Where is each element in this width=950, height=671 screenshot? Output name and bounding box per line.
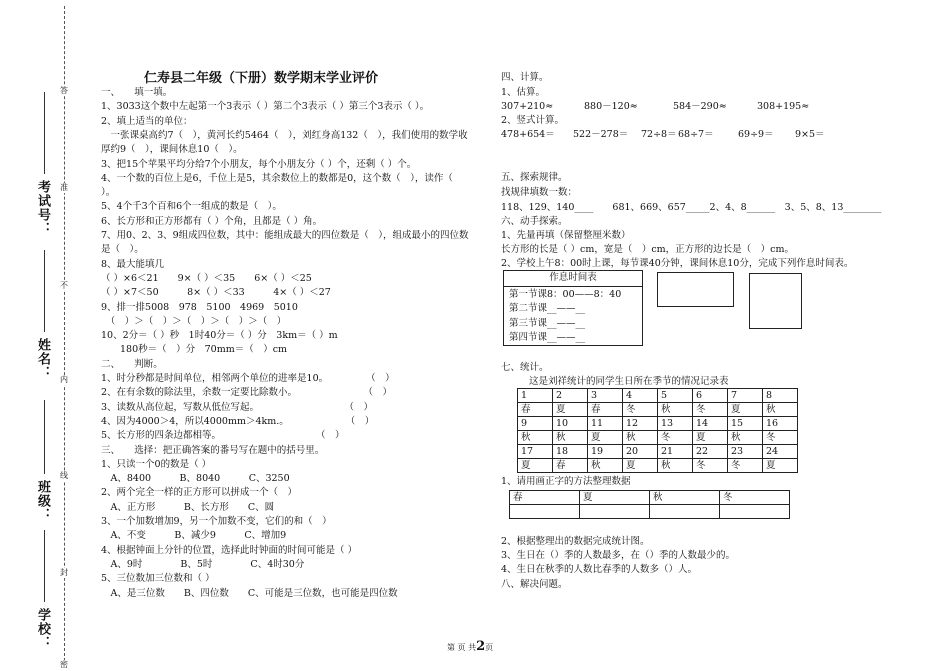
record-cell: 11 bbox=[588, 417, 623, 431]
question-line: 二、 判断。 bbox=[101, 358, 163, 370]
season-header: 冬 bbox=[720, 491, 790, 505]
record-cell: 16 bbox=[763, 417, 798, 431]
record-cell: 18 bbox=[553, 445, 588, 459]
record-cell: 15 bbox=[728, 417, 763, 431]
rect-question: 长方形的长是（ ）cm，宽是（ ）cm，正方形的边长是（ ）cm。 bbox=[501, 244, 795, 255]
question-line: （ ）×6＜21 9×（ ）＜35 6×（ ）＜25 bbox=[101, 272, 312, 284]
question-line: 三、 选择：把正确答案的番号写在题中的括号里。 bbox=[101, 444, 325, 456]
tally-cell[interactable] bbox=[720, 505, 790, 519]
schedule-row: 第四节课__——__ bbox=[509, 332, 586, 343]
question-line: 2、在有余数的除法里，余数一定要比除数小。 （ ） bbox=[101, 387, 393, 399]
record-cell: 22 bbox=[693, 445, 728, 459]
page-title: 仁寿县二年级（下册）数学期末学业评价 bbox=[144, 71, 379, 86]
calc-item: 72÷8＝ bbox=[641, 129, 677, 140]
calc-item: 478+654＝ bbox=[501, 129, 555, 140]
question-line: 6、长方形和正方形都有（ ）个角，且都是（ ）角。 bbox=[101, 215, 323, 227]
question-line: 3、读数从高位起，写数从低位写起。 （ ） bbox=[101, 401, 374, 413]
square-figure bbox=[749, 273, 802, 329]
section-8-heading: 八、解决问题。 bbox=[501, 579, 568, 590]
estimate-item: 584－290≈ bbox=[673, 101, 727, 112]
section-4-heading: 四、计算。 bbox=[501, 72, 549, 83]
question-line: （ ）＞（ ）＞（ ）＞（ ）＞（ ） bbox=[101, 315, 287, 327]
estimate-heading: 1、估算。 bbox=[501, 87, 546, 98]
record-cell: 20 bbox=[623, 445, 658, 459]
calc-item: 9×5＝ bbox=[795, 129, 825, 140]
question-line: 2、两个完全一样的正方形可以拼成一个（ ） bbox=[101, 487, 298, 499]
rectangle-figure bbox=[657, 272, 734, 307]
schedule-row: 第一节课8：00——8：40 bbox=[509, 288, 622, 300]
seal-char: 准 bbox=[60, 183, 68, 192]
seal-char: 密 bbox=[60, 660, 68, 669]
record-cell: 秋 bbox=[763, 403, 798, 417]
record-cell: 23 bbox=[728, 445, 763, 459]
stats-question-4: 4、生日在秋季的人数比春季的人数多（）人。 bbox=[501, 564, 698, 575]
record-cell: 秋 bbox=[518, 431, 553, 445]
record-cell: 秋 bbox=[588, 459, 623, 473]
record-cell: 冬 bbox=[693, 403, 728, 417]
calc-item: 522－278＝ bbox=[573, 129, 629, 140]
section-6-heading: 六、动手探索。 bbox=[501, 216, 568, 227]
tally-cell[interactable] bbox=[650, 505, 720, 519]
question-line: 1、时分秒都是时间单位，相邻两个单位的进率是10。 （ ） bbox=[101, 373, 395, 384]
record-cell: 2 bbox=[553, 389, 588, 403]
seal-char: 答 bbox=[60, 86, 68, 95]
record-cell: 夏 bbox=[553, 403, 588, 417]
footer-suffix: 页 bbox=[485, 643, 494, 652]
season-header: 夏 bbox=[580, 491, 650, 505]
vertical-calc-heading: 2、竖式计算。 bbox=[501, 115, 565, 126]
record-cell: 秋 bbox=[658, 403, 693, 417]
record-cell: 冬 bbox=[658, 431, 693, 445]
section-7-heading: 七、统计。 bbox=[501, 362, 549, 373]
page-footer bbox=[447, 640, 493, 653]
question-line: 9、排一排5008 978 5100 4969 5010 bbox=[101, 301, 298, 313]
record-cell: 8 bbox=[763, 389, 798, 403]
pattern-prompt: 找规律填数一数： bbox=[501, 187, 578, 198]
season-header: 秋 bbox=[650, 491, 720, 505]
seal-char: 封 bbox=[60, 568, 68, 577]
question-line: 3、一个加数增加9，另一个加数不变，它们的和（ ） bbox=[101, 516, 332, 527]
estimate-item: 308+195≈ bbox=[757, 101, 810, 112]
exam-number-line[interactable] bbox=[44, 92, 45, 174]
question-line: A、8400 B、8040 C、3250 bbox=[101, 473, 290, 485]
question-line: 1、3033这个数中左起第一个3表示（ ）第二个3表示（ ）第三个3表示（ ）。 bbox=[101, 101, 430, 113]
stats-question-3: 3、生日在（）季的人数最多，在（）季的人数最少的。 bbox=[501, 550, 736, 561]
question-line: 1、只读一个0的数是（ ） bbox=[101, 458, 212, 470]
question-line: 5、长方形的四条边都相等。 （ ） bbox=[101, 430, 345, 442]
record-cell: 13 bbox=[658, 417, 693, 431]
season-header: 春 bbox=[510, 491, 580, 505]
question-line: 7、用0、2、3、9组成四位数，其中：能组成最大的四位数是（ ），组成最小的四位数 bbox=[101, 230, 469, 241]
question-line: A、9时 B、5时 C、4时30分 bbox=[101, 558, 305, 570]
record-cell: 春 bbox=[588, 403, 623, 417]
question-line: 厚约9（ ），课间休息10（ ）。 bbox=[101, 144, 243, 156]
estimate-item: 880－120≈ bbox=[584, 101, 638, 112]
record-cell: 5 bbox=[658, 389, 693, 403]
record-cell: 17 bbox=[518, 445, 553, 459]
seal-char: 内 bbox=[60, 375, 68, 384]
school-label: 学校： bbox=[35, 608, 50, 650]
pattern-sequences: 118、129、140____ 681、669、657_____2、4、8______ 3、5、8、13________ bbox=[501, 202, 882, 213]
binding-dashed-line bbox=[64, 6, 65, 666]
schedule-row: 第三节课__——__ bbox=[509, 317, 586, 329]
birthday-record-table bbox=[517, 388, 798, 473]
record-cell: 秋 bbox=[658, 459, 693, 473]
name-line[interactable] bbox=[44, 250, 45, 332]
question-line: 8、最大能填几 bbox=[101, 258, 165, 270]
school-line[interactable] bbox=[44, 530, 45, 602]
record-cell: 3 bbox=[588, 389, 623, 403]
record-cell: 12 bbox=[623, 417, 658, 431]
footer-prefix: 第 页 共 bbox=[447, 643, 477, 652]
record-cell: 冬 bbox=[693, 459, 728, 473]
question-line: ）。 bbox=[101, 187, 116, 199]
record-cell: 夏 bbox=[728, 403, 763, 417]
record-cell: 春 bbox=[518, 403, 553, 417]
question-line: 180秒＝（ ）分 70mm＝（ ）cm bbox=[101, 344, 288, 356]
question-line: 2、填上适当的单位： bbox=[101, 115, 193, 127]
question-line: A、是三位数 B、四位数 C、可能是三位数，也可能是四位数 bbox=[101, 587, 398, 599]
question-line: 5、4个千3个百和6个一组成的数是（ ）。 bbox=[101, 201, 282, 213]
tally-question: 1、请用画正字的方法整理数据 bbox=[501, 476, 631, 487]
record-cell: 4 bbox=[623, 389, 658, 403]
tally-cell[interactable] bbox=[580, 505, 650, 519]
tally-cell[interactable] bbox=[510, 505, 580, 519]
question-line: 一、 填一填。 bbox=[101, 87, 173, 98]
question-line: 10、2分＝（ ）秒 1时40分＝（ ）分 3km＝（ ）m bbox=[101, 330, 338, 342]
estimate-item: 307+210≈ bbox=[501, 101, 554, 112]
record-cell: 春 bbox=[553, 459, 588, 473]
seal-char: 不 bbox=[60, 281, 68, 290]
record-cell: 秋 bbox=[623, 431, 658, 445]
question-line: 4、根据钟面上分针的位置，选择此时钟面的时间可能是（ ） bbox=[101, 544, 358, 556]
schedule-caption: 作息时间表 bbox=[504, 271, 642, 287]
question-line: A、正方形 B、长方形 C、圆 bbox=[101, 501, 275, 513]
record-cell: 夏 bbox=[693, 431, 728, 445]
question-line: （ ）×7＜50 8×（ ）＜33 4×（ ）＜27 bbox=[101, 287, 331, 299]
footer-page-number: 2 bbox=[476, 639, 486, 654]
record-cell: 冬 bbox=[763, 431, 798, 445]
question-line: 4、一个数的百位上是6，千位上是5，其余数位上的数都是0，这个数（ ），读作（ bbox=[101, 172, 453, 184]
class-label: 班级： bbox=[35, 480, 50, 522]
record-cell: 19 bbox=[588, 445, 623, 459]
tally-table bbox=[509, 490, 790, 519]
record-cell: 24 bbox=[763, 445, 798, 459]
class-line[interactable] bbox=[44, 400, 45, 474]
record-cell: 夏 bbox=[623, 459, 658, 473]
question-line: 一张课桌高约7（ ），黄河长约5464（ ），刘红身高132（ ），我们使用的数学收 bbox=[101, 129, 468, 141]
record-cell: 7 bbox=[728, 389, 763, 403]
calc-item: 69÷9＝ bbox=[738, 129, 774, 140]
record-cell: 秋 bbox=[728, 431, 763, 445]
schedule-table bbox=[503, 270, 643, 346]
name-label: 姓名： bbox=[35, 338, 50, 380]
question-line: 4、因为4000＞4，所以4000mm＞4km.。 （ ） bbox=[101, 415, 375, 427]
exam-number-label: 考试号： bbox=[35, 180, 50, 236]
record-cell: 1 bbox=[518, 389, 553, 403]
seal-char: 线 bbox=[60, 471, 68, 480]
section-5-heading: 五、探索规律。 bbox=[501, 172, 568, 183]
question-line: A、不变 B、减少9 C、增加9 bbox=[101, 530, 287, 542]
measure-prompt: 1、先量再填（保留整厘米数） bbox=[501, 230, 631, 241]
record-cell: 夏 bbox=[518, 459, 553, 473]
record-cell: 6 bbox=[693, 389, 728, 403]
stats-caption: 这是刘祥统计的同学生日所在季节的情况记录表 bbox=[529, 376, 729, 387]
schedule-question: 2、学校上午8：00时上课，每节课40分钟，课间休息10分，完成下列作息时间表。 bbox=[501, 258, 854, 269]
record-cell: 14 bbox=[693, 417, 728, 431]
schedule-row: 第二节课__——__ bbox=[509, 303, 586, 314]
question-line: 是（ ）。 bbox=[101, 244, 144, 256]
record-cell: 10 bbox=[553, 417, 588, 431]
record-cell: 夏 bbox=[763, 459, 798, 473]
record-cell: 冬 bbox=[623, 403, 658, 417]
question-line: 5、三位数加三位数和（ ） bbox=[101, 573, 215, 585]
calc-item: 68÷7＝ bbox=[678, 129, 714, 140]
record-cell: 秋 bbox=[553, 431, 588, 445]
record-cell: 9 bbox=[518, 417, 553, 431]
record-cell: 冬 bbox=[728, 459, 763, 473]
record-cell: 夏 bbox=[588, 431, 623, 445]
stats-question-2: 2、根据整理出的数据完成统计图。 bbox=[501, 536, 650, 547]
record-cell: 21 bbox=[658, 445, 693, 459]
question-line: 3、把15个苹果平均分给7个小朋友，每个小朋友分（ ）个，还剩（ ）个。 bbox=[101, 158, 417, 170]
